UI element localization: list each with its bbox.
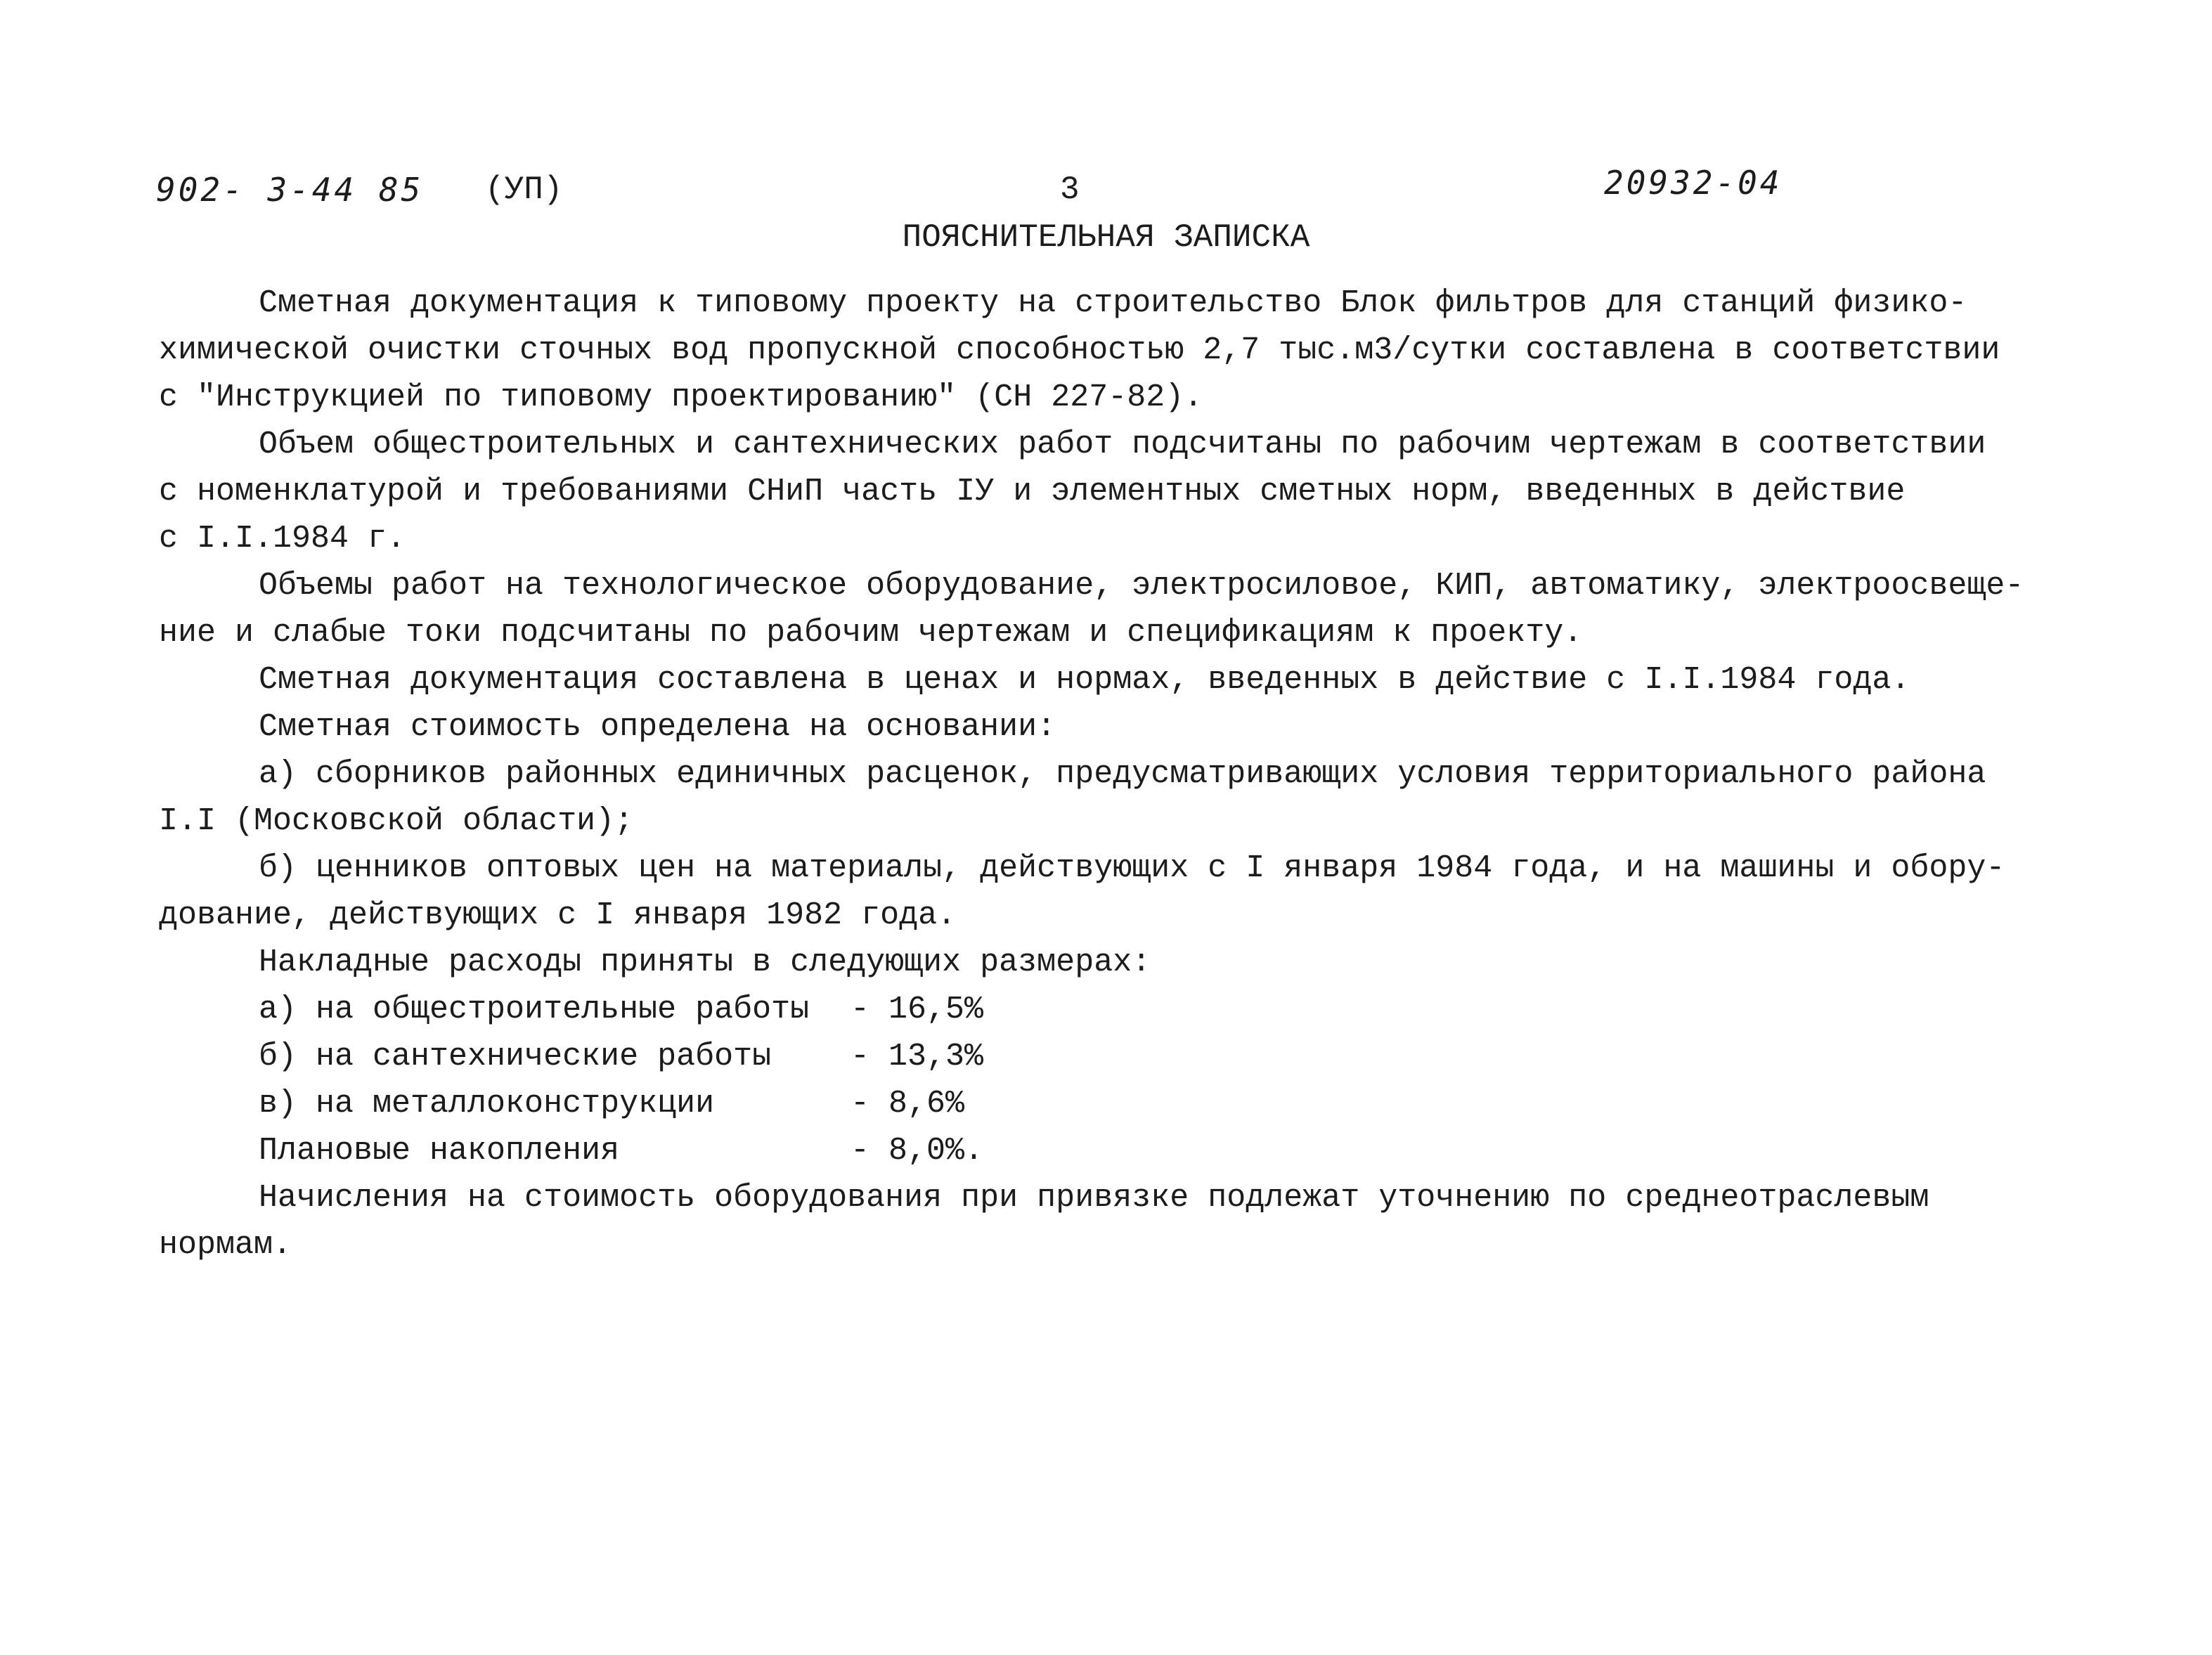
list-item [159,1127,2057,1174]
text-line: Сметная документация составлена в ценах и нормах, введенных в действие с I.I.1984 года. [259,662,1910,698]
overheads-list [159,986,2057,1174]
list-item [159,986,2057,1033]
paragraph [159,562,2057,656]
overhead-label: а) на общестроительные работы [259,992,810,1027]
text-line: Сметная стоимость определена на основании: [259,709,1056,745]
page-title: ПОЯСНИТЕЛЬНАЯ ЗАПИСКА [902,219,1310,256]
text-line: Начисления на стоимость оборудования при привязке подлежат уточнению по среднеотраслевым [259,1180,1929,1216]
list-item [159,1080,2057,1127]
overhead-label: Плановые накопления [259,1133,620,1169]
text-line: ние и слабые токи подсчитаны по рабочим чертежам и спецификациям к проекту. [159,615,1583,651]
text-line: Накладные расходы приняты в следующих размерах: [259,945,1151,980]
registration-number: 20932-04 [1604,164,1783,202]
overhead-label: в) на металлоконструкции [259,1086,715,1122]
text-line: с номенклатурой и требованиями СНиП часть IУ и элементных сметных норм, введенных в действие [159,474,1906,510]
paragraph [159,845,2057,939]
text-line: с I.I.1984 г. [159,521,406,557]
overhead-value: - 13,3% [850,1039,984,1075]
paragraph [159,703,2057,751]
text-line: с "Инструкцией по типовому проектированию" (СН 227-82). [159,379,1203,415]
text-line: нормам. [159,1227,292,1263]
paragraph [159,656,2057,703]
text-line: Объемы работ на технологическое оборудование, электросиловое, КИП, автоматику, электроосвеще- [259,568,2024,604]
text-line: а) сборников районных единичных расценок, предусматривающих условия территориального района [259,756,1986,792]
document-code-suffix: (УП) [485,171,563,208]
paragraph [159,280,2057,421]
text-line: химической очистки сточных вод пропускной способностью 2,7 тыс.м3/сутки составлена в соответствии [159,332,2000,368]
paragraph [159,939,2057,986]
explanatory-note-body [159,280,2057,1268]
overhead-value: - 8,0%. [850,1133,984,1169]
overhead-label: б) на сантехнические работы [259,1039,772,1075]
paragraph [159,1174,2057,1268]
overhead-value: - 16,5% [850,992,984,1027]
text-line: Объем общестроительных и сантехнических работ подсчитаны по рабочим чертежам в соответствии [259,427,1986,462]
list-item [159,1033,2057,1080]
document-code: 902- 3-44 85 [156,171,424,209]
text-line: Сметная документация к типовому проекту на строительство Блок фильтров для станций физико- [259,285,1967,321]
overhead-value: - 8,6% [850,1086,965,1122]
text-line: б) ценников оптовых цен на материалы, действующих с I января 1984 года, и на машины и обору- [259,850,2005,886]
text-line: дование, действующих с I января 1982 года. [159,897,957,933]
paragraph [159,751,2057,845]
paragraph [159,421,2057,562]
page-number: 3 [1060,171,1080,208]
text-line: I.I (Московской области); [159,803,634,839]
